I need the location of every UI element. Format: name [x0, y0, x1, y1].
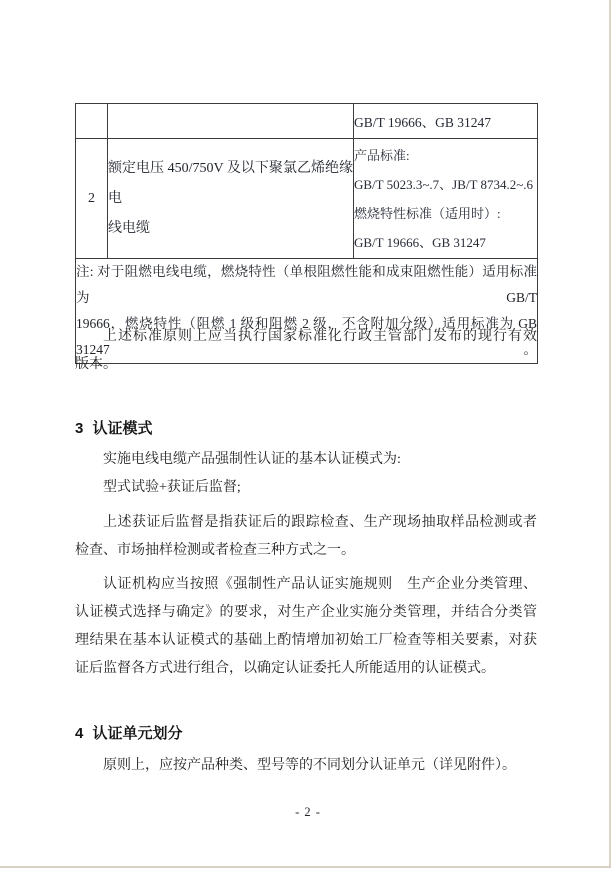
page-number: - 2 - — [295, 805, 321, 819]
section-3-paragraph-4-line-4: 证后监督各方式进行组合，以确定认证委托人所能适用的认证模式。 — [75, 661, 495, 676]
section-3-paragraph-3-line-1: 上述获证后监督是指获证后的跟踪检查、生产现场抽取样品检测或者 — [103, 515, 537, 530]
section-4-paragraph-1: 原则上，应按产品种类、型号等的不同划分认证单元（详见附件）。 — [103, 758, 516, 773]
note-line: 19666，燃烧特性（阻燃 1 级和阻燃 2 级，不含附加分级）适用标准为 GB 31247。 — [76, 316, 537, 357]
product-name-line: 额定电压 450/750V 及以下聚氯乙烯绝缘电 — [108, 160, 353, 206]
standard-code: GB/T 19666、GB 31247 — [354, 234, 486, 250]
page-edge-right — [609, 0, 611, 868]
serial-cell-empty — [76, 104, 108, 139]
standards-cell-continued — [354, 104, 538, 139]
standard-code: GB/T 19666、GB 31247 — [354, 115, 492, 130]
section-3-paragraph-1: 实施电线电缆产品强制性认证的基本认证模式为: — [103, 452, 401, 467]
table-row-item-2 — [76, 139, 538, 259]
product-name-cell — [108, 139, 354, 259]
section-3-paragraph-4-line-3: 理结果在基本认证模式的基础上酌情增加初始工厂检查等相关要素，对获 — [75, 633, 537, 648]
page-edge-bottom — [0, 866, 611, 868]
section-3-paragraph-4-line-2: 认证模式选择与确定》的要求，对生产企业实施分类管理，并结合分类管 — [75, 605, 537, 620]
paragraph-standards-version-line-2: 版本。 — [75, 357, 117, 372]
serial-number: 2 — [88, 190, 95, 206]
paragraph-standards-version-line-1: 上述标准原则上应当执行国家标准化行政主管部门发布的现行有效 — [103, 329, 537, 344]
standards-label: 燃烧特性标准（适用时）: — [354, 205, 501, 221]
section-3-heading: 3 认证模式 — [75, 420, 153, 437]
standard-code: GB/T 5023.3~.7、JB/T 8734.2~.6 — [354, 176, 533, 192]
product-cell-empty — [108, 104, 354, 139]
standards-cell — [354, 139, 538, 259]
note-line: 注: 对于阻燃电线电缆，燃烧特性（单根阻燃性能和成束阻燃性能）适用标准为 GB/T — [76, 264, 537, 305]
serial-cell — [76, 139, 108, 259]
section-3-paragraph-2: 型式试验+获证后监督; — [103, 480, 241, 495]
section-3-paragraph-4-line-1: 认证机构应当按照《强制性产品认证实施规则 生产企业分类管理、 — [103, 577, 537, 592]
table-row-continued — [76, 104, 538, 139]
section-3-paragraph-3-line-2: 检查、市场抽样检测或者检查三种方式之一。 — [75, 543, 355, 558]
section-4-heading: 4 认证单元划分 — [75, 725, 183, 742]
standards-label: 产品标准: — [354, 147, 410, 163]
product-name-line: 线电缆 — [108, 220, 150, 236]
